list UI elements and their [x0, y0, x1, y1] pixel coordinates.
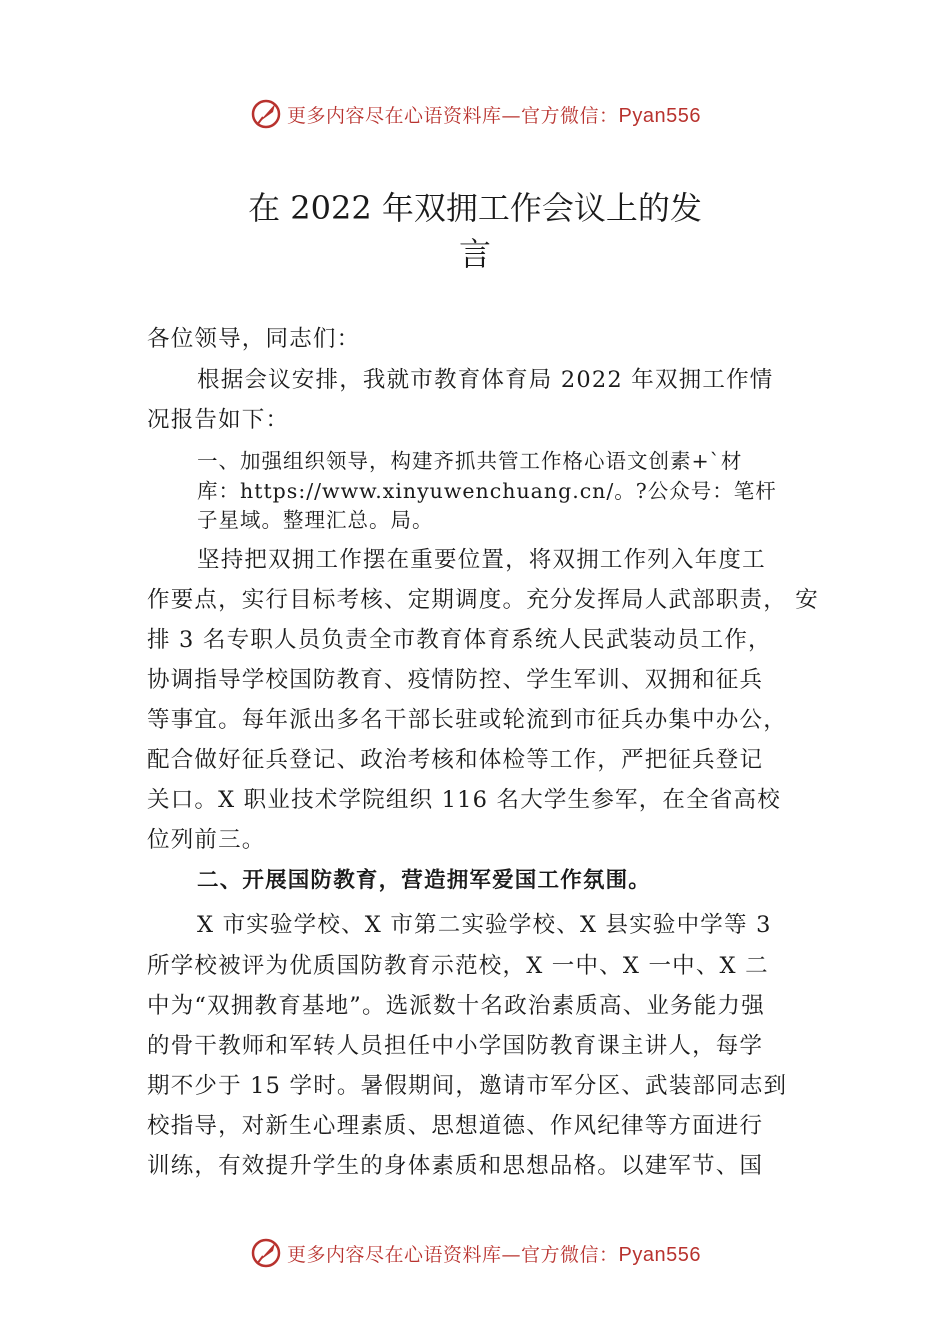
quill-seal-logo [249, 97, 283, 131]
footer-banner [0, 1233, 950, 1273]
header-banner [0, 94, 950, 134]
body-line: 训练，有效提升学生的身体素质和思想品格。以建军节、国 [147, 1153, 764, 1179]
body-line: 校指导，对新生心理素质、思想道德、作风纪律等方面进行 [147, 1113, 764, 1139]
doc-title-line-2: 言 [458, 235, 491, 273]
body-line: X 市实验学校、X 市第二实验学校、X 县实验中学等 3 [197, 912, 772, 938]
body-line: 的骨干教师和军转人员担任中小学国防教育课主讲人，每学 [147, 1033, 764, 1059]
body-line: 作要点，实行目标考核、定期调度。充分发挥局人武部职责， 安 [147, 587, 819, 613]
section-heading-1-cont: 子星域。整理汇总。局。 [197, 508, 434, 532]
body-line: 况报告如下： [147, 407, 290, 433]
banner-account: Pyan556 [618, 1243, 701, 1266]
banner-account: Pyan556 [618, 104, 701, 127]
body-line: 配合做好征兵登记、政治考核和体检等工作，严把征兵登记 [147, 747, 764, 773]
section-heading-2: 二、开展国防教育，营造拥军爱国工作氛围。 [197, 868, 652, 893]
body-line: 所学校被评为优质国防教育示范校，X 一中、X 一中、X 二 [147, 953, 769, 979]
body-line: 位列前三。 [147, 827, 266, 853]
section-heading-1: 一、加强组织领导，构建齐抓共管工作格心语文创素+`材 [197, 449, 743, 473]
body-line: 排 3 名专职人员负责全市教育体育系统人民武装动员工作， [147, 627, 772, 653]
section-heading-1-cont: 库：https://www.xinyuwenchuang.cn/。?公众号：笔杆 [197, 479, 777, 503]
body-line: 等事宜。每年派出多名干部长驻或轮流到市征兵办集中办公， [147, 707, 787, 733]
salutation: 各位领导，同志们： [147, 326, 361, 352]
banner-text: 更多内容尽在心语资料库—官方微信： [287, 1243, 619, 1266]
body-line: 根据会议安排，我就市教育体育局 2022 年双拥工作情 [197, 367, 774, 393]
body-line: 关口。X 职业技术学院组织 116 名大学生参军，在全省高校 [147, 787, 781, 813]
body-line: 协调指导学校国防教育、疫情防控、学生军训、双拥和征兵 [147, 667, 764, 693]
doc-title-line-1: 在 2022 年双拥工作会议上的发 [248, 189, 702, 227]
body-line: 期不少于 15 学时。暑假期间，邀请市军分区、武装部同志到 [147, 1073, 788, 1099]
body-line: 中为“双拥教育基地”。选派数十名政治素质高、业务能力强 [147, 993, 765, 1019]
body-line: 坚持把双拥工作摆在重要位置，将双拥工作列入年度工 [197, 547, 766, 573]
quill-seal-logo [249, 1236, 283, 1270]
banner-text: 更多内容尽在心语资料库—官方微信： [287, 104, 619, 127]
